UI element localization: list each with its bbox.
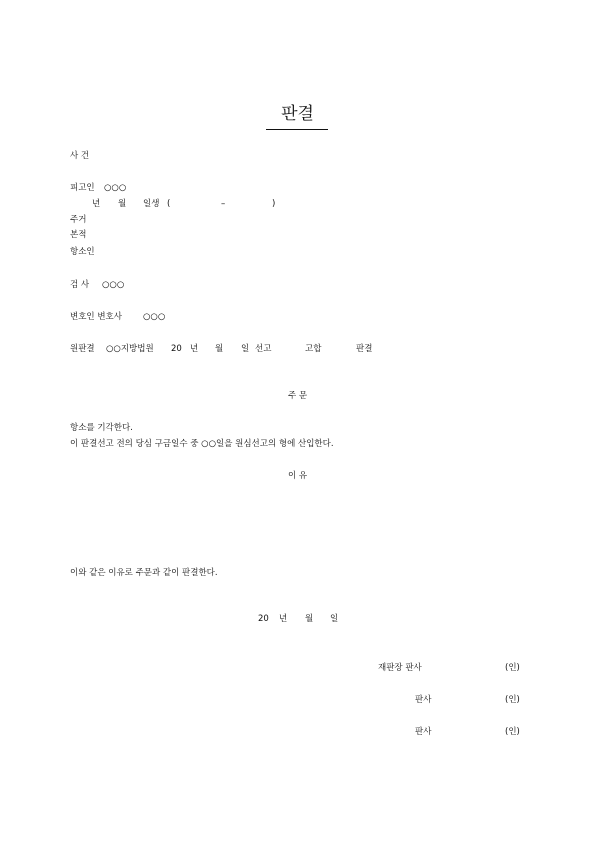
date-year-suffix: 년 xyxy=(279,614,288,624)
title-underline xyxy=(266,129,328,130)
signature-seal: (인) xyxy=(505,727,520,737)
birth-month-suffix: 월 xyxy=(118,199,127,209)
original-year-suffix: 년 xyxy=(190,344,199,354)
case-label: 사 건 xyxy=(70,151,90,161)
order-line-2: 이 판결선고 전의 당심 구금일수 중 ○○일을 원심선고의 형에 산입한다. xyxy=(70,439,334,449)
original-pronounced: 선고 xyxy=(255,344,272,354)
order-heading: 주 문 xyxy=(287,391,308,401)
original-court: ○○지방법원 xyxy=(106,344,154,354)
original-year-prefix: 20 xyxy=(171,344,182,354)
original-judgment-label: 원판결 xyxy=(70,344,95,354)
date-year-prefix: 20 xyxy=(258,614,269,624)
reasons-heading: 이 유 xyxy=(287,471,308,481)
original-case-no: 고합 xyxy=(305,344,322,354)
address-label: 주거 xyxy=(70,215,87,225)
date-day-suffix: 일 xyxy=(330,614,339,624)
id-dash: – xyxy=(221,199,226,209)
prosecutor-label: 검 사 xyxy=(70,280,90,290)
defense-name: ○○○ xyxy=(143,312,166,322)
signature-seal: (인) xyxy=(505,695,520,705)
prosecutor-name: ○○○ xyxy=(102,280,125,290)
birth-year-suffix: 년 xyxy=(92,199,101,209)
reasons-conclusion: 이와 같은 이유로 주문과 같이 판결한다. xyxy=(70,568,218,578)
signature-title: 재판장 판사 xyxy=(378,663,422,673)
id-paren-open: ( xyxy=(167,199,171,209)
original-day-suffix: 일 xyxy=(241,344,250,354)
signature-title: 판사 xyxy=(415,727,432,737)
signature-seal: (인) xyxy=(505,663,520,673)
domicile-label: 본적 xyxy=(70,230,87,240)
defendant-name: ○○○ xyxy=(104,183,127,193)
original-judgment-word: 판결 xyxy=(356,344,373,354)
defendant-label: 피고인 xyxy=(70,183,95,193)
page-title: 판결 xyxy=(281,104,314,124)
birth-day-suffix: 일생 xyxy=(143,199,160,209)
appellant-label: 항소인 xyxy=(70,247,95,257)
id-paren-close: ) xyxy=(272,199,276,209)
signature-title: 판사 xyxy=(415,695,432,705)
defense-label: 변호인 변호사 xyxy=(70,312,122,322)
order-line-1: 항소를 기각한다. xyxy=(70,423,133,433)
date-month-suffix: 월 xyxy=(305,614,314,624)
original-month-suffix: 월 xyxy=(215,344,224,354)
